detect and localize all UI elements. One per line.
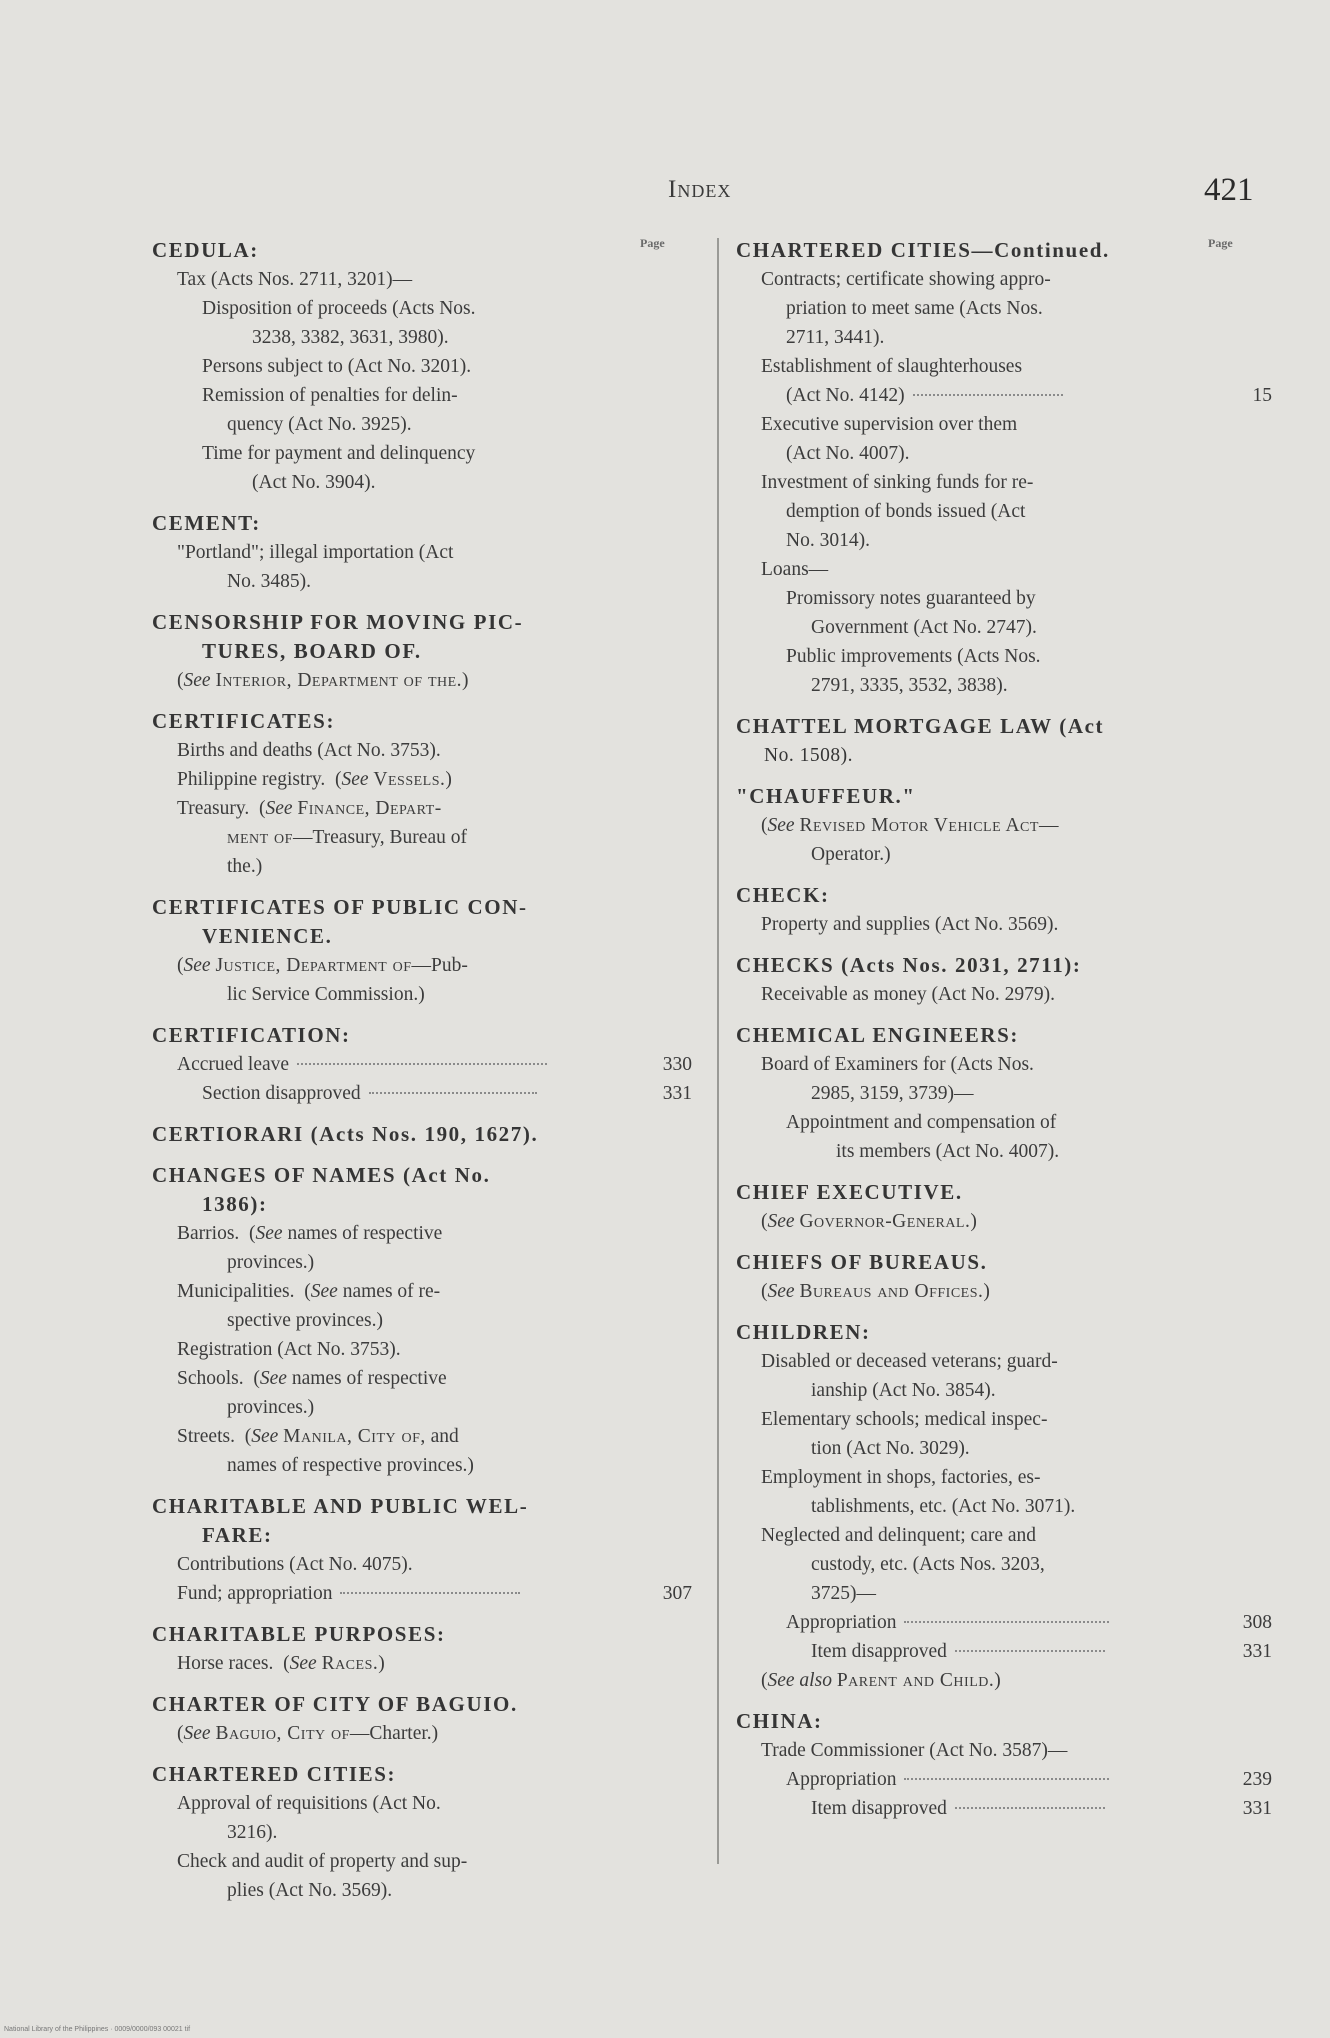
heading-continuation: FARE: (202, 1523, 273, 1547)
leader-dots (340, 1592, 520, 1594)
entry-line: (Act No. 3904). (252, 472, 376, 493)
index-entry-censorship (152, 608, 692, 695)
leader-dots (955, 1650, 1105, 1652)
leader-dots (369, 1092, 537, 1094)
entry-line: Persons subject to (Act No. 3201). (202, 356, 472, 377)
entry-text: and (430, 1426, 459, 1447)
entry-line: 3238, 3382, 3631, 3980). (252, 327, 449, 348)
cross-reference: (See also Parent and Child.) (761, 1670, 1001, 1691)
index-entry-certificates (152, 707, 692, 881)
entry-line: demption of bonds issued (Act (786, 501, 1026, 522)
entry-line: names of respective provinces.) (227, 1455, 474, 1476)
entry-line: Elementary schools; medical inspec- (761, 1409, 1048, 1430)
entry-line (736, 1637, 1272, 1666)
entry-text: Treasury. (177, 798, 250, 819)
see-label: See (183, 670, 211, 691)
entry-line: Tax (Acts Nos. 2711, 3201)— (177, 269, 413, 290)
entry-heading: CERTIORARI (Acts Nos. 190, 1627). (152, 1122, 539, 1146)
entry-line: Streets. (See Manila, City of, and (177, 1426, 459, 1447)
entry-text: names of respective (291, 1368, 447, 1389)
entry-line: the.) (227, 856, 263, 877)
entry-text: —Pub- (411, 955, 468, 976)
entry-heading: CERTIFICATION: (152, 1023, 351, 1047)
entry-line: Board of Examiners for (Acts Nos. (761, 1054, 1034, 1075)
entry-line: (Act No. 4007). (786, 443, 910, 464)
entry-line: quency (Act No. 3925). (227, 414, 412, 435)
heading-text: CHATTEL MORTGAGE LAW (Act (736, 714, 1105, 738)
see-label: See (341, 769, 369, 790)
reference-target: Bureaus and Offices. (799, 1281, 984, 1302)
entry-text: Item disapproved (811, 1798, 947, 1819)
entry-line: plies (Act No. 3569). (227, 1880, 393, 1901)
heading-text: CHARITABLE AND PUBLIC WEL- (152, 1494, 529, 1518)
reference-target: Revised Motor Vehicle Act (799, 815, 1039, 836)
index-entry-chemical-engineers (736, 1021, 1272, 1166)
entry-line: Disposition of proceeds (Acts Nos. (202, 298, 476, 319)
entry-heading: CHECK: (736, 883, 830, 907)
entry-heading (152, 893, 692, 951)
entry-line: ianship (Act No. 3854). (811, 1380, 996, 1401)
entry-text: —Charter.) (349, 1723, 439, 1744)
cross-reference: (See Revised Motor Vehicle Act— (761, 815, 1059, 836)
entry-line: lic Service Commission.) (227, 984, 425, 1005)
entry-line: Remission of penalties for delin- (202, 385, 458, 406)
see-label: See (767, 1211, 795, 1232)
entry-text: —Treasury, Bureau of (292, 827, 467, 848)
index-entry-charitable-purposes (152, 1620, 692, 1678)
entry-line (736, 1765, 1272, 1794)
entry-line: Appointment and compensation of (786, 1112, 1057, 1133)
index-entry-check (736, 881, 1272, 939)
leader-dots (913, 394, 1063, 396)
reference-target: Finance, Depart- (297, 798, 442, 819)
entry-heading: CHIEFS OF BUREAUS. (736, 1250, 988, 1274)
entry-line: Philippine registry. (See Vessels.) (177, 769, 452, 790)
entry-line (152, 1579, 692, 1608)
page-ref: 239 (1242, 1769, 1272, 1790)
entry-heading: CHILDREN: (736, 1320, 871, 1344)
see-label: See (767, 815, 795, 836)
entry-line: Disabled or deceased veterans; guard- (761, 1351, 1058, 1372)
leader-dots (955, 1807, 1105, 1809)
index-entry-charitable-welfare (152, 1492, 692, 1608)
entry-text: Philippine registry. (177, 769, 326, 790)
index-entry-certiorari (152, 1120, 692, 1149)
page-number: 421 (1204, 172, 1254, 208)
page-column-label: Page (1208, 236, 1233, 250)
entry-text: names of respective (287, 1223, 443, 1244)
reference-target: Interior, Department of the. (215, 670, 463, 691)
entry-text: Accrued leave (177, 1054, 290, 1075)
heading-text: CENSORSHIP FOR MOVING PIC- (152, 610, 524, 634)
entry-line: custody, etc. (Acts Nos. 3203, (811, 1554, 1045, 1575)
entry-line: Horse races. (See Races.) (177, 1653, 385, 1674)
entry-line: No. 3485). (227, 571, 311, 592)
heading-continuation: VENIENCE. (202, 924, 333, 948)
entry-heading: "CHAUFFEUR." (736, 784, 916, 808)
entry-text: — (1038, 815, 1059, 836)
entry-line: 2791, 3335, 3532, 3838). (811, 675, 1008, 696)
index-entry-chief-executive (736, 1178, 1272, 1236)
entry-line: Trade Commissioner (Act No. 3587)— (761, 1740, 1068, 1761)
page-ref: 331 (1242, 1798, 1272, 1819)
entry-line: Neglected and delinquent; care and (761, 1525, 1037, 1546)
entry-line: Barrios. (See names of respective (177, 1223, 443, 1244)
index-entry-chartered-cities-continued (736, 236, 1272, 700)
page-ref: 15 (1252, 385, 1272, 406)
see-label: See also (767, 1670, 832, 1691)
heading-text: CHANGES OF NAMES (Act No. (152, 1163, 491, 1187)
entry-heading: CHINA: (736, 1709, 823, 1733)
see-label: See (310, 1281, 338, 1302)
reference-target: Parent and Child. (836, 1670, 995, 1691)
reference-target: Races. (321, 1653, 379, 1674)
entry-line: No. 3014). (786, 530, 870, 551)
page-ref: 331 (1242, 1641, 1272, 1662)
entry-line: provinces.) (227, 1252, 315, 1273)
see-label: See (259, 1368, 287, 1389)
entry-heading (736, 712, 1272, 770)
entry-line: 2985, 3159, 3739)— (811, 1083, 974, 1104)
entry-line: 2711, 3441). (786, 327, 885, 348)
page-column-label: Page (640, 236, 665, 250)
entry-line (736, 1794, 1272, 1823)
cross-reference: (See Baguio, City of—Charter.) (177, 1723, 439, 1744)
left-column (152, 236, 692, 1917)
entry-line: Promissory notes guaranteed by (786, 588, 1036, 609)
page-ref: 307 (662, 1583, 692, 1604)
index-entry-china (736, 1707, 1272, 1823)
entry-text: Streets. (177, 1426, 235, 1447)
entry-heading: CHEMICAL ENGINEERS: (736, 1023, 1020, 1047)
entry-line: Executive supervision over them (761, 414, 1018, 435)
entry-line: its members (Act No. 4007). (836, 1141, 1060, 1162)
reference-target: Vessels. (373, 769, 446, 790)
index-entry-certificates-public-convenience (152, 893, 692, 1009)
entry-heading: CHECKS (Acts Nos. 2031, 2711): (736, 953, 1082, 977)
index-entry-checks (736, 951, 1272, 1009)
index-entry-chauffeur (736, 782, 1272, 869)
entry-line: Check and audit of property and sup- (177, 1851, 468, 1872)
cross-reference: (See Interior, Department of the.) (177, 670, 469, 691)
cross-reference: (See Bureaus and Offices.) (761, 1281, 990, 1302)
entry-line (152, 823, 692, 852)
entry-line: Treasury. (See Finance, Depart- (177, 798, 442, 819)
cross-reference: (See Justice, Department of—Pub- (177, 955, 468, 976)
entry-line: Investment of sinking funds for re- (761, 472, 1034, 493)
entry-text: Horse races. (177, 1653, 274, 1674)
entry-line (152, 1079, 692, 1108)
entry-heading: CERTIFICATES: (152, 709, 336, 733)
entry-line: 3725)— (811, 1583, 876, 1604)
entry-line (736, 381, 1272, 410)
heading-continuation: No. 1508). (764, 745, 853, 766)
entry-line: Public improvements (Acts Nos. (786, 646, 1041, 667)
page-ref: 331 (662, 1083, 692, 1104)
see-label: See (251, 1426, 279, 1447)
reference-target: Baguio, City of (215, 1723, 350, 1744)
entry-text: Section disapproved (202, 1083, 361, 1104)
leader-dots (904, 1621, 1109, 1623)
entry-text: Appropriation (786, 1612, 897, 1633)
entry-text: (Act No. 4142) (786, 385, 905, 406)
entry-text: names of re- (342, 1281, 441, 1302)
entry-heading: CHARTER OF CITY OF BAGUIO. (152, 1692, 518, 1716)
reference-target: Justice, Department of (215, 955, 412, 976)
see-label: See (289, 1653, 317, 1674)
entry-line: Approval of requisitions (Act No. (177, 1793, 441, 1814)
entry-line: Property and supplies (Act No. 3569). (761, 914, 1059, 935)
entry-line: 3216). (227, 1822, 278, 1843)
entry-line: Government (Act No. 2747). (811, 617, 1037, 638)
reference-target: Manila, City of, (283, 1426, 426, 1447)
entry-line: tablishments, etc. (Act No. 3071). (811, 1496, 1076, 1517)
index-entry-charter-baguio (152, 1690, 692, 1748)
index-entry-certification (152, 1021, 692, 1108)
leader-dots (297, 1063, 547, 1065)
entry-heading: CHARTERED CITIES—Continued. (736, 238, 1110, 262)
entry-line: Registration (Act No. 3753). (177, 1339, 401, 1360)
entry-line: Time for payment and delinquency (202, 443, 476, 464)
see-label: See (255, 1223, 283, 1244)
entry-heading: CEMENT: (152, 511, 261, 535)
cross-reference: (See Governor-General.) (761, 1211, 977, 1232)
see-label: See (265, 798, 293, 819)
entry-text: Appropriation (786, 1769, 897, 1790)
entry-text: Item disapproved (811, 1641, 947, 1662)
entry-line: Operator.) (811, 844, 891, 865)
heading-text: CERTIFICATES OF PUBLIC CON- (152, 895, 528, 919)
see-label: See (183, 955, 211, 976)
entry-heading: CHARTERED CITIES: (152, 1762, 397, 1786)
entry-heading (152, 608, 692, 666)
entry-text: Schools. (177, 1368, 244, 1389)
page-ref: 330 (662, 1054, 692, 1075)
index-entry-cedula (152, 236, 692, 497)
entry-line: Births and deaths (Act No. 3753). (177, 740, 441, 761)
entry-text: Barrios. (177, 1223, 240, 1244)
see-label: See (767, 1281, 795, 1302)
leader-dots (904, 1778, 1109, 1780)
entry-heading: CHIEF EXECUTIVE. (736, 1180, 963, 1204)
index-entry-changes-of-names (152, 1161, 692, 1480)
entry-text: Municipalities. (177, 1281, 295, 1302)
see-label: See (183, 1723, 211, 1744)
entry-line: priation to meet same (Acts Nos. (786, 298, 1043, 319)
scan-footer: National Library of the Philippines · 0009/0000/093 00021 tif (4, 2026, 191, 2033)
entry-line: "Portland"; illegal importation (Act (177, 542, 454, 563)
index-entry-chartered-cities (152, 1760, 692, 1905)
entry-heading (152, 1492, 692, 1550)
index-entry-children (736, 1318, 1272, 1695)
entry-text: Fund; appropriation (177, 1583, 333, 1604)
running-title: Index (668, 176, 732, 203)
entry-line: spective provinces.) (227, 1310, 383, 1331)
entry-line: Loans— (761, 559, 829, 580)
index-entry-chattel-mortgage (736, 712, 1272, 770)
entry-line (152, 1050, 692, 1079)
entry-heading: CHARITABLE PURPOSES: (152, 1622, 446, 1646)
right-column (736, 236, 1272, 1835)
entry-line: Contracts; certificate showing appro- (761, 269, 1051, 290)
index-entry-cement (152, 509, 692, 596)
index-entry-chiefs-of-bureaus (736, 1248, 1272, 1306)
entry-line: Receivable as money (Act No. 2979). (761, 984, 1056, 1005)
reference-target: Governor-General. (799, 1211, 971, 1232)
entry-heading (152, 1161, 692, 1219)
entry-line: Employment in shops, factories, es- (761, 1467, 1041, 1488)
entry-line: Municipalities. (See names of re- (177, 1281, 441, 1302)
entry-line (736, 1608, 1272, 1637)
page-ref: 308 (1242, 1612, 1272, 1633)
entry-line: provinces.) (227, 1397, 315, 1418)
entry-line: tion (Act No. 3029). (811, 1438, 970, 1459)
column-divider (717, 238, 719, 1864)
heading-continuation: TURES, BOARD OF. (202, 639, 422, 663)
entry-line: Establishment of slaughterhouses (761, 356, 1023, 377)
entry-line: Contributions (Act No. 4075). (177, 1554, 413, 1575)
reference-target: ment of (227, 827, 293, 848)
heading-continuation: 1386): (202, 1192, 268, 1216)
entry-heading: CEDULA: (152, 238, 259, 262)
running-head (0, 172, 1330, 212)
entry-line: Schools. (See names of respective (177, 1368, 447, 1389)
